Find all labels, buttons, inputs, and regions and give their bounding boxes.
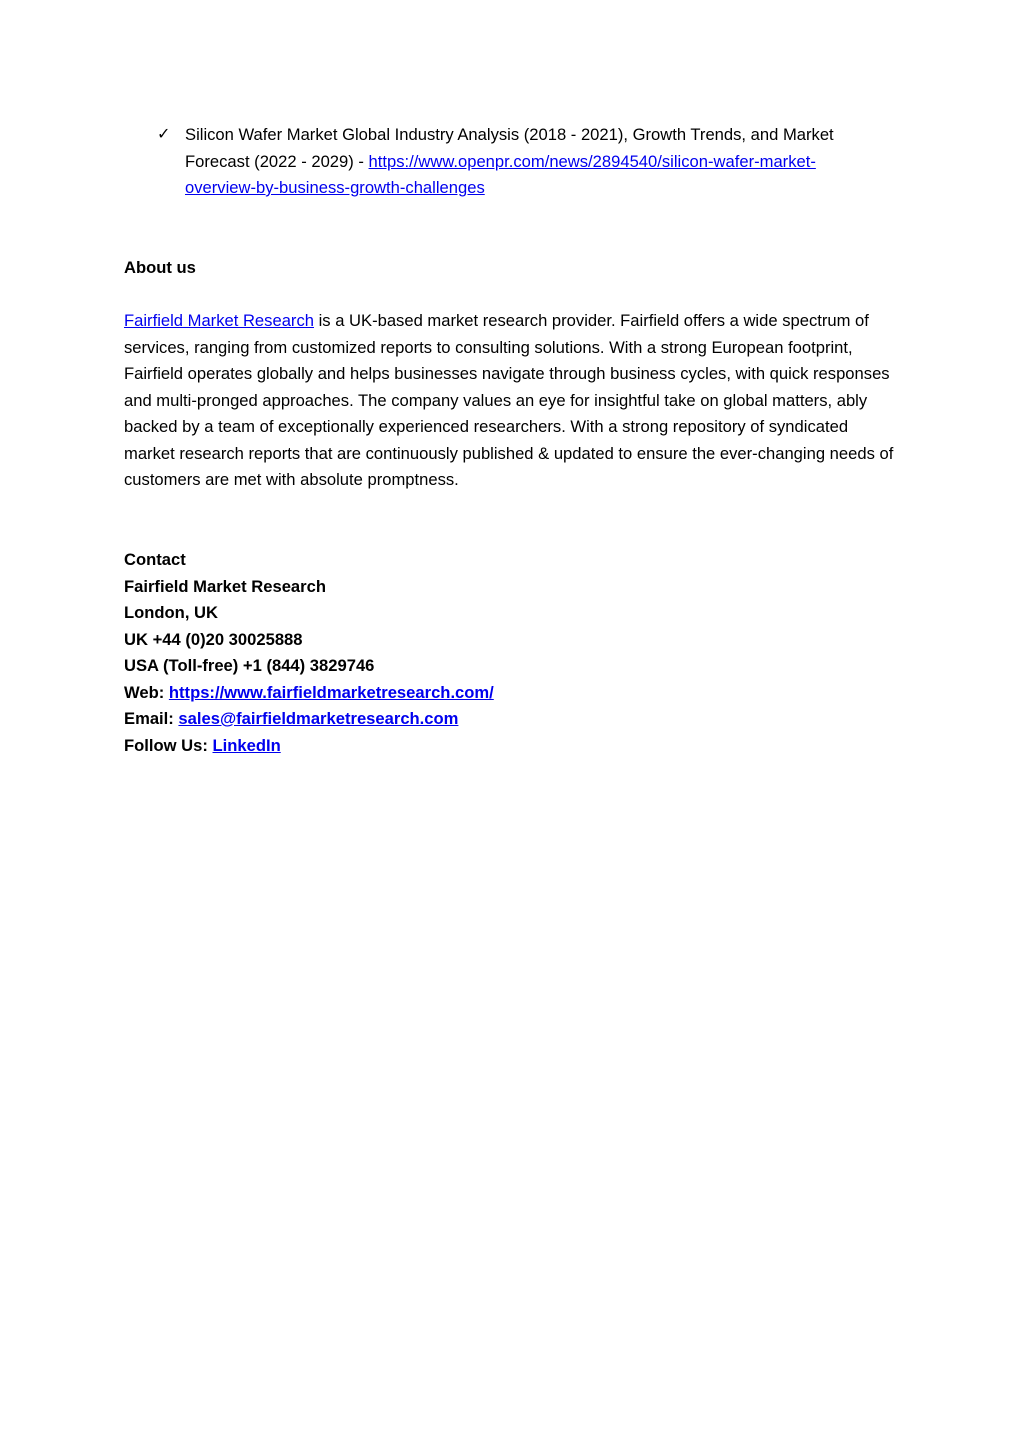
about-heading: About us: [124, 258, 196, 277]
website-link[interactable]: https://www.fairfieldmarketresearch.com/: [168, 682, 494, 702]
contact-email-line: [124, 706, 724, 733]
email-label: Email:: [124, 709, 179, 728]
about-body-text: is a UK-based market research provider. Fairfield offers a wide spectrum of services, ranging from customized reports to consulting solutions. With a strong European footprint, Fairfield operates globally and helps businesses navigate through business cycles, with quick responses and multi-pronged approaches. The company values an eye for insightful take on global matters, ably backed by a team of exceptionally experienced researchers. With a strong repository of syndicated market research reports that are continuously published & updated to ensure the ever-changing needs of customers are met with absolute promptness.: [124, 311, 894, 489]
email-link[interactable]: sales@fairfieldmarketresearch.com: [178, 709, 459, 728]
contact-usa-phone: USA (Toll-free) +1 (844) 3829746: [124, 656, 375, 675]
linkedin-link[interactable]: LinkedIn: [212, 735, 281, 755]
web-label: Web:: [124, 682, 169, 702]
fairfield-link[interactable]: Fairfield Market Research: [124, 311, 314, 330]
checkmark-icon: ✓: [157, 126, 171, 143]
contact-heading: Contact: [124, 550, 186, 569]
openpr-report-link[interactable]: https://www.openpr.com/news/2894540/silicon-wafer-market-overview-by-business-growth-challenges: [185, 151, 816, 197]
contact-block: [124, 547, 724, 759]
contact-web-line: [124, 680, 724, 707]
bullet-description: Silicon Wafer Market Global Industry Analysis (2018 - 2021), Growth Trends, and Market Forecast (2022 - 2029) -: [185, 125, 834, 171]
contact-company: Fairfield Market Research: [124, 576, 326, 596]
contact-uk-phone: UK +44 (0)20 30025888: [124, 629, 303, 649]
contact-follow-line: [124, 733, 724, 760]
bullet-text: [185, 122, 885, 202]
follow-label: Follow Us:: [124, 735, 213, 755]
about-paragraph: [124, 308, 894, 494]
contact-location: London, UK: [124, 603, 219, 622]
